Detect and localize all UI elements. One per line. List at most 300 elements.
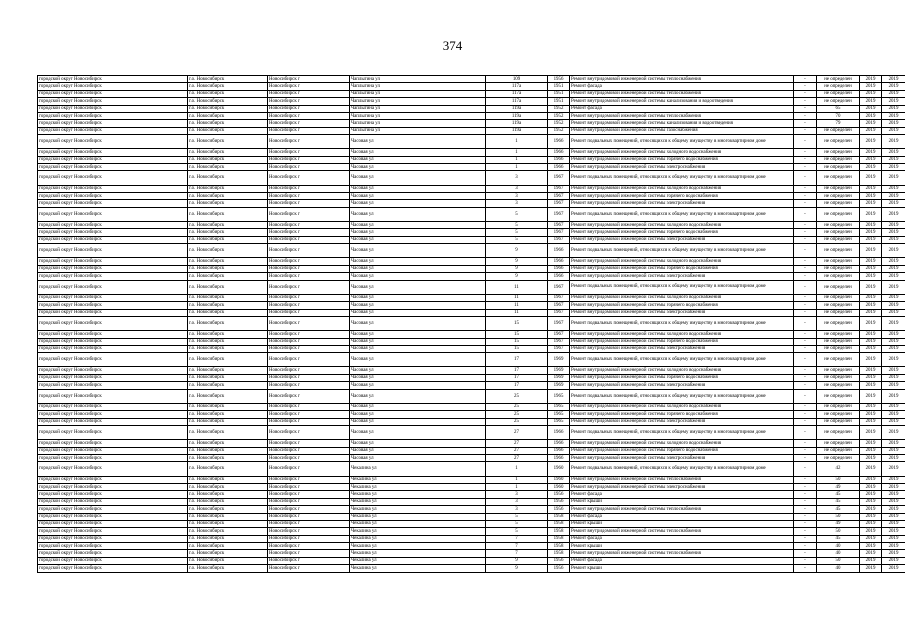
build-year-cell: 1966 [548, 440, 570, 447]
end-year-cell: 2019 [882, 265, 905, 272]
settlement-cell: г.о. Новосибирск [188, 345, 268, 352]
city-cell: Новосибирск г [268, 331, 350, 338]
build-year-cell: 1956 [548, 498, 570, 505]
work-type-cell: Ремонт внутридомовой инженерной системы горячего водоснабжения [570, 193, 794, 200]
dash-cell: - [794, 382, 817, 389]
street-cell: Часовая ул [350, 403, 486, 410]
street-cell: Чаплыгина ул [350, 112, 486, 119]
table-row [38, 338, 905, 345]
cost-cell: не определен [817, 309, 860, 316]
table-row [38, 120, 905, 127]
table-row [38, 374, 905, 381]
city-cell: Новосибирск г [268, 200, 350, 207]
cost-cell: не определен [817, 164, 860, 171]
build-year-cell: 1951 [548, 98, 570, 105]
start-year-cell: 2019 [860, 105, 882, 112]
dash-cell: - [794, 403, 817, 410]
cost-cell: не определен [817, 200, 860, 207]
city-cell: Новосибирск г [268, 513, 350, 520]
city-cell: Новосибирск г [268, 98, 350, 105]
city-cell: Новосибирск г [268, 229, 350, 236]
cost-cell: не определен [817, 345, 860, 352]
end-year-cell: 2019 [882, 543, 905, 550]
table-row [38, 265, 905, 272]
district-cell: городской округ Новосибирск [38, 462, 188, 476]
house-number-cell: 119а [486, 112, 548, 119]
work-type-cell: Ремонт внутридомовой инженерной системы холодного водоснабжения [570, 294, 794, 301]
start-year-cell: 2019 [860, 156, 882, 163]
city-cell: Новосибирск г [268, 353, 350, 367]
start-year-cell: 2019 [860, 498, 882, 505]
settlement-cell: г.о. Новосибирск [188, 528, 268, 535]
cost-cell: не определен [817, 83, 860, 90]
street-cell: Часовая ул [350, 411, 486, 418]
district-cell: городской округ Новосибирск [38, 426, 188, 440]
dash-cell: - [794, 222, 817, 229]
street-cell: Чекалина ул [350, 498, 486, 505]
end-year-cell: 2019 [882, 309, 905, 316]
start-year-cell: 2019 [860, 491, 882, 498]
street-cell: Часовая ул [350, 265, 486, 272]
work-type-cell: Ремонт внутридомовой инженерной системы горячего водоснабжения [570, 302, 794, 309]
end-year-cell: 2019 [882, 164, 905, 171]
work-type-cell: Ремонт внутридомовой инженерной системы электроснабжения [570, 273, 794, 280]
cost-cell: не определен [817, 374, 860, 381]
start-year-cell: 2019 [860, 506, 882, 513]
end-year-cell: 2019 [882, 535, 905, 542]
cost-cell: не определен [817, 353, 860, 367]
cost-cell: не определен [817, 149, 860, 156]
start-year-cell: 2019 [860, 309, 882, 316]
district-cell: городской округ Новосибирск [38, 506, 188, 513]
build-year-cell: 1967 [548, 200, 570, 207]
street-cell: Чаплыгина ул [350, 120, 486, 127]
cost-cell: не определен [817, 98, 860, 105]
house-number-cell: 119а [486, 127, 548, 134]
work-type-cell: Ремонт внутридомовой инженерной системы холодного водоснабжения [570, 367, 794, 374]
table-row [38, 382, 905, 389]
settlement-cell: г.о. Новосибирск [188, 222, 268, 229]
settlement-cell: г.о. Новосибирск [188, 120, 268, 127]
city-cell: Новосибирск г [268, 90, 350, 97]
dash-cell: - [794, 462, 817, 476]
build-year-cell: 1952 [548, 120, 570, 127]
dash-cell: - [794, 273, 817, 280]
start-year-cell: 2019 [860, 127, 882, 134]
settlement-cell: г.о. Новосибирск [188, 229, 268, 236]
city-cell: Новосибирск г [268, 193, 350, 200]
dash-cell: - [794, 454, 817, 461]
city-cell: Новосибирск г [268, 565, 350, 572]
street-cell: Чекалина ул [350, 520, 486, 527]
house-number-cell: 1 [486, 476, 548, 483]
table-row [38, 316, 905, 330]
house-number-cell: 25 [486, 411, 548, 418]
start-year-cell: 2019 [860, 543, 882, 550]
district-cell: городской округ Новосибирск [38, 273, 188, 280]
district-cell: городской округ Новосибирск [38, 280, 188, 294]
settlement-cell: г.о. Новосибирск [188, 565, 268, 572]
start-year-cell: 2019 [860, 483, 882, 490]
district-cell: городской округ Новосибирск [38, 411, 188, 418]
dash-cell: - [794, 236, 817, 243]
house-number-cell: 1 [486, 462, 548, 476]
cost-cell: 50 [817, 476, 860, 483]
start-year-cell: 2019 [860, 207, 882, 221]
end-year-cell: 2019 [882, 338, 905, 345]
end-year-cell: 2019 [882, 476, 905, 483]
settlement-cell: г.о. Новосибирск [188, 164, 268, 171]
cost-cell: не определен [817, 389, 860, 403]
cost-cell: не определен [817, 207, 860, 221]
street-cell: Чаплыгина ул [350, 90, 486, 97]
end-year-cell: 2019 [882, 374, 905, 381]
build-year-cell: 1967 [548, 222, 570, 229]
district-cell: городской округ Новосибирск [38, 149, 188, 156]
house-number-cell: 17 [486, 353, 548, 367]
settlement-cell: г.о. Новосибирск [188, 171, 268, 185]
build-year-cell: 1958 [548, 535, 570, 542]
end-year-cell: 2019 [882, 98, 905, 105]
district-cell: городской округ Новосибирск [38, 236, 188, 243]
settlement-cell: г.о. Новосибирск [188, 374, 268, 381]
work-type-cell: Ремонт подвальных помещений, относящихся к общему имуществу в многоквартирном доме [570, 135, 794, 149]
district-cell: городской округ Новосибирск [38, 244, 188, 258]
dash-cell: - [794, 513, 817, 520]
street-cell: Часовая ул [350, 426, 486, 440]
street-cell: Часовая ул [350, 185, 486, 192]
table-row [38, 280, 905, 294]
build-year-cell: 1967 [548, 302, 570, 309]
settlement-cell: г.о. Новосибирск [188, 149, 268, 156]
table-row [38, 447, 905, 454]
dash-cell: - [794, 294, 817, 301]
settlement-cell: г.о. Новосибирск [188, 520, 268, 527]
work-type-cell: Ремонт внутридомовой инженерной системы горячего водоснабжения [570, 338, 794, 345]
cost-cell: не определен [817, 280, 860, 294]
build-year-cell: 1965 [548, 411, 570, 418]
work-type-cell: Ремонт внутридомовой инженерной системы теплоснабжения [570, 550, 794, 557]
table-row [38, 476, 905, 483]
table-row [38, 149, 905, 156]
work-type-cell: Ремонт внутридомовой инженерной системы электроснабжения [570, 236, 794, 243]
work-type-cell: Ремонт подвальных помещений, относящихся к общему имуществу в многоквартирном доме [570, 389, 794, 403]
street-cell: Часовая ул [350, 345, 486, 352]
cost-cell: 65 [817, 105, 860, 112]
street-cell: Чаплыгина ул [350, 76, 486, 83]
dash-cell: - [794, 316, 817, 330]
house-number-cell: 119а [486, 105, 548, 112]
table-row [38, 513, 905, 520]
city-cell: Новосибирск г [268, 164, 350, 171]
house-number-cell: 1 [486, 135, 548, 149]
city-cell: Новосибирск г [268, 294, 350, 301]
dash-cell: - [794, 418, 817, 425]
district-cell: городской округ Новосибирск [38, 367, 188, 374]
district-cell: городской округ Новосибирск [38, 331, 188, 338]
district-cell: городской округ Новосибирск [38, 193, 188, 200]
city-cell: Новосибирск г [268, 454, 350, 461]
end-year-cell: 2019 [882, 244, 905, 258]
district-cell: городской округ Новосибирск [38, 418, 188, 425]
cost-cell: не определен [817, 316, 860, 330]
house-number-cell: 9 [486, 273, 548, 280]
start-year-cell: 2019 [860, 454, 882, 461]
work-type-cell: Ремонт подвальных помещений, относящихся к общему имуществу в многоквартирном доме [570, 353, 794, 367]
city-cell: Новосибирск г [268, 498, 350, 505]
start-year-cell: 2019 [860, 338, 882, 345]
settlement-cell: г.о. Новосибирск [188, 476, 268, 483]
district-cell: городской округ Новосибирск [38, 171, 188, 185]
house-number-cell: 3 [486, 171, 548, 185]
build-year-cell: 1966 [548, 135, 570, 149]
city-cell: Новосибирск г [268, 207, 350, 221]
street-cell: Часовая ул [350, 164, 486, 171]
table-row [38, 491, 905, 498]
start-year-cell: 2019 [860, 135, 882, 149]
house-number-cell: 1 [486, 156, 548, 163]
settlement-cell: г.о. Новосибирск [188, 135, 268, 149]
city-cell: Новосибирск г [268, 127, 350, 134]
table-row [38, 557, 905, 564]
district-cell: городской округ Новосибирск [38, 543, 188, 550]
city-cell: Новосибирск г [268, 476, 350, 483]
table-row [38, 483, 905, 490]
work-type-cell: Ремонт внутридомовой инженерной системы газоснабжения [570, 127, 794, 134]
work-type-cell: Ремонт крыши [570, 565, 794, 572]
table-row [38, 462, 905, 476]
cost-cell: не определен [817, 185, 860, 192]
settlement-cell: г.о. Новосибирск [188, 244, 268, 258]
build-year-cell: 1967 [548, 185, 570, 192]
start-year-cell: 2019 [860, 149, 882, 156]
settlement-cell: г.о. Новосибирск [188, 258, 268, 265]
work-type-cell: Ремонт внутридомовой инженерной системы теплоснабжения [570, 112, 794, 119]
settlement-cell: г.о. Новосибирск [188, 331, 268, 338]
city-cell: Новосибирск г [268, 557, 350, 564]
start-year-cell: 2019 [860, 411, 882, 418]
house-number-cell: 9 [486, 244, 548, 258]
cost-cell: не определен [817, 273, 860, 280]
city-cell: Новосибирск г [268, 491, 350, 498]
table-row [38, 193, 905, 200]
end-year-cell: 2019 [882, 345, 905, 352]
street-cell: Чаплыгина ул [350, 98, 486, 105]
house-number-cell: 17 [486, 382, 548, 389]
cost-cell: 45 [817, 491, 860, 498]
house-number-cell: 3 [486, 506, 548, 513]
end-year-cell: 2019 [882, 280, 905, 294]
dash-cell: - [794, 112, 817, 119]
table-row [38, 353, 905, 367]
end-year-cell: 2019 [882, 506, 905, 513]
settlement-cell: г.о. Новосибирск [188, 207, 268, 221]
street-cell: Часовая ул [350, 200, 486, 207]
city-cell: Новосибирск г [268, 112, 350, 119]
table-row [38, 207, 905, 221]
table-row [38, 105, 905, 112]
table-row [38, 90, 905, 97]
table-row [38, 498, 905, 505]
work-type-cell: Ремонт внутридомовой инженерной системы горячего водоснабжения [570, 156, 794, 163]
district-cell: городской округ Новосибирск [38, 316, 188, 330]
settlement-cell: г.о. Новосибирск [188, 265, 268, 272]
work-type-cell: Ремонт внутридомовой инженерной системы электроснабжения [570, 164, 794, 171]
district-cell: городской округ Новосибирск [38, 83, 188, 90]
dash-cell: - [794, 127, 817, 134]
cost-cell: не определен [817, 382, 860, 389]
settlement-cell: г.о. Новосибирск [188, 389, 268, 403]
work-type-cell: Ремонт внутридомовой инженерной системы электроснабжения [570, 382, 794, 389]
street-cell: Часовая ул [350, 302, 486, 309]
end-year-cell: 2019 [882, 426, 905, 440]
street-cell: Чекалина ул [350, 506, 486, 513]
street-cell: Чекалина ул [350, 462, 486, 476]
end-year-cell: 2019 [882, 273, 905, 280]
end-year-cell: 2019 [882, 520, 905, 527]
cost-cell: не определен [817, 171, 860, 185]
street-cell: Часовая ул [350, 236, 486, 243]
house-number-cell: 7 [486, 550, 548, 557]
dash-cell: - [794, 535, 817, 542]
work-type-cell: Ремонт подвальных помещений, относящихся к общему имуществу в многоквартирном доме [570, 316, 794, 330]
settlement-cell: г.о. Новосибирск [188, 411, 268, 418]
district-cell: городской округ Новосибирск [38, 440, 188, 447]
city-cell: Новосибирск г [268, 236, 350, 243]
build-year-cell: 1965 [548, 389, 570, 403]
city-cell: Новосибирск г [268, 382, 350, 389]
build-year-cell: 1956 [548, 557, 570, 564]
table-row [38, 185, 905, 192]
end-year-cell: 2019 [882, 454, 905, 461]
city-cell: Новосибирск г [268, 316, 350, 330]
build-year-cell: 1956 [548, 491, 570, 498]
work-type-cell: Ремонт внутридомовой инженерной системы холодного водоснабжения [570, 149, 794, 156]
end-year-cell: 2019 [882, 491, 905, 498]
district-cell: городской округ Новосибирск [38, 403, 188, 410]
build-year-cell: 1967 [548, 280, 570, 294]
district-cell: городской округ Новосибирск [38, 265, 188, 272]
page-number: 374 [442, 38, 463, 53]
work-type-cell: Ремонт внутридомовой инженерной системы теплоснабжения [570, 506, 794, 513]
house-number-cell: 7 [486, 543, 548, 550]
build-year-cell: 1969 [548, 367, 570, 374]
start-year-cell: 2019 [860, 403, 882, 410]
work-type-cell: Ремонт подвальных помещений, относящихся к общему имуществу в многоквартирном доме [570, 280, 794, 294]
settlement-cell: г.о. Новосибирск [188, 193, 268, 200]
start-year-cell: 2019 [860, 345, 882, 352]
cost-cell: 50 [817, 557, 860, 564]
start-year-cell: 2019 [860, 528, 882, 535]
start-year-cell: 2019 [860, 440, 882, 447]
cost-cell: не определен [817, 193, 860, 200]
city-cell: Новосибирск г [268, 440, 350, 447]
settlement-cell: г.о. Новосибирск [188, 200, 268, 207]
street-cell: Часовая ул [350, 156, 486, 163]
cost-cell: не определен [817, 331, 860, 338]
street-cell: Часовая ул [350, 229, 486, 236]
dash-cell: - [794, 229, 817, 236]
city-cell: Новосибирск г [268, 149, 350, 156]
house-number-cell: 117а [486, 98, 548, 105]
start-year-cell: 2019 [860, 331, 882, 338]
table-row [38, 127, 905, 134]
dash-cell: - [794, 491, 817, 498]
dash-cell: - [794, 207, 817, 221]
city-cell: Новосибирск г [268, 520, 350, 527]
work-type-cell: Ремонт внутридомовой инженерной системы теплоснабжения [570, 90, 794, 97]
city-cell: Новосибирск г [268, 185, 350, 192]
district-cell: городской округ Новосибирск [38, 105, 188, 112]
dash-cell: - [794, 528, 817, 535]
cost-cell: 50 [817, 513, 860, 520]
street-cell: Часовая ул [350, 193, 486, 200]
start-year-cell: 2019 [860, 265, 882, 272]
work-type-cell: Ремонт внутридомовой инженерной системы горячего водоснабжения [570, 374, 794, 381]
district-cell: городской округ Новосибирск [38, 382, 188, 389]
city-cell: Новосибирск г [268, 389, 350, 403]
house-number-cell: 5 [486, 520, 548, 527]
house-number-cell: 15 [486, 331, 548, 338]
district-cell: городской округ Новосибирск [38, 338, 188, 345]
end-year-cell: 2019 [882, 156, 905, 163]
dash-cell: - [794, 83, 817, 90]
table-row [38, 244, 905, 258]
table-row [38, 565, 905, 572]
end-year-cell: 2019 [882, 294, 905, 301]
table-row [38, 506, 905, 513]
table-row [38, 345, 905, 352]
city-cell: Новосибирск г [268, 273, 350, 280]
street-cell: Чаплыгина ул [350, 83, 486, 90]
end-year-cell: 2019 [882, 112, 905, 119]
start-year-cell: 2019 [860, 185, 882, 192]
build-year-cell: 1958 [548, 543, 570, 550]
cost-cell: не определен [817, 418, 860, 425]
end-year-cell: 2019 [882, 447, 905, 454]
start-year-cell: 2019 [860, 164, 882, 171]
house-number-cell: 9 [486, 258, 548, 265]
house-number-cell: 27 [486, 454, 548, 461]
start-year-cell: 2019 [860, 193, 882, 200]
end-year-cell: 2019 [882, 418, 905, 425]
build-year-cell: 1965 [548, 418, 570, 425]
build-year-cell: 1960 [548, 462, 570, 476]
table-row [38, 543, 905, 550]
dash-cell: - [794, 353, 817, 367]
settlement-cell: г.о. Новосибирск [188, 294, 268, 301]
build-year-cell: 1969 [548, 374, 570, 381]
district-cell: городской округ Новосибирск [38, 76, 188, 83]
house-number-cell: 11 [486, 309, 548, 316]
street-cell: Чекалина ул [350, 543, 486, 550]
end-year-cell: 2019 [882, 171, 905, 185]
end-year-cell: 2019 [882, 83, 905, 90]
end-year-cell: 2019 [882, 302, 905, 309]
table-row [38, 367, 905, 374]
district-cell: городской округ Новосибирск [38, 164, 188, 171]
dash-cell: - [794, 498, 817, 505]
settlement-cell: г.о. Новосибирск [188, 418, 268, 425]
cost-cell: не определен [817, 447, 860, 454]
end-year-cell: 2019 [882, 483, 905, 490]
table-row [38, 418, 905, 425]
start-year-cell: 2019 [860, 120, 882, 127]
work-type-cell: Ремонт внутридомовой инженерной системы холодного водоснабжения [570, 440, 794, 447]
house-number-cell: 9 [486, 565, 548, 572]
settlement-cell: г.о. Новосибирск [188, 112, 268, 119]
dash-cell: - [794, 171, 817, 185]
